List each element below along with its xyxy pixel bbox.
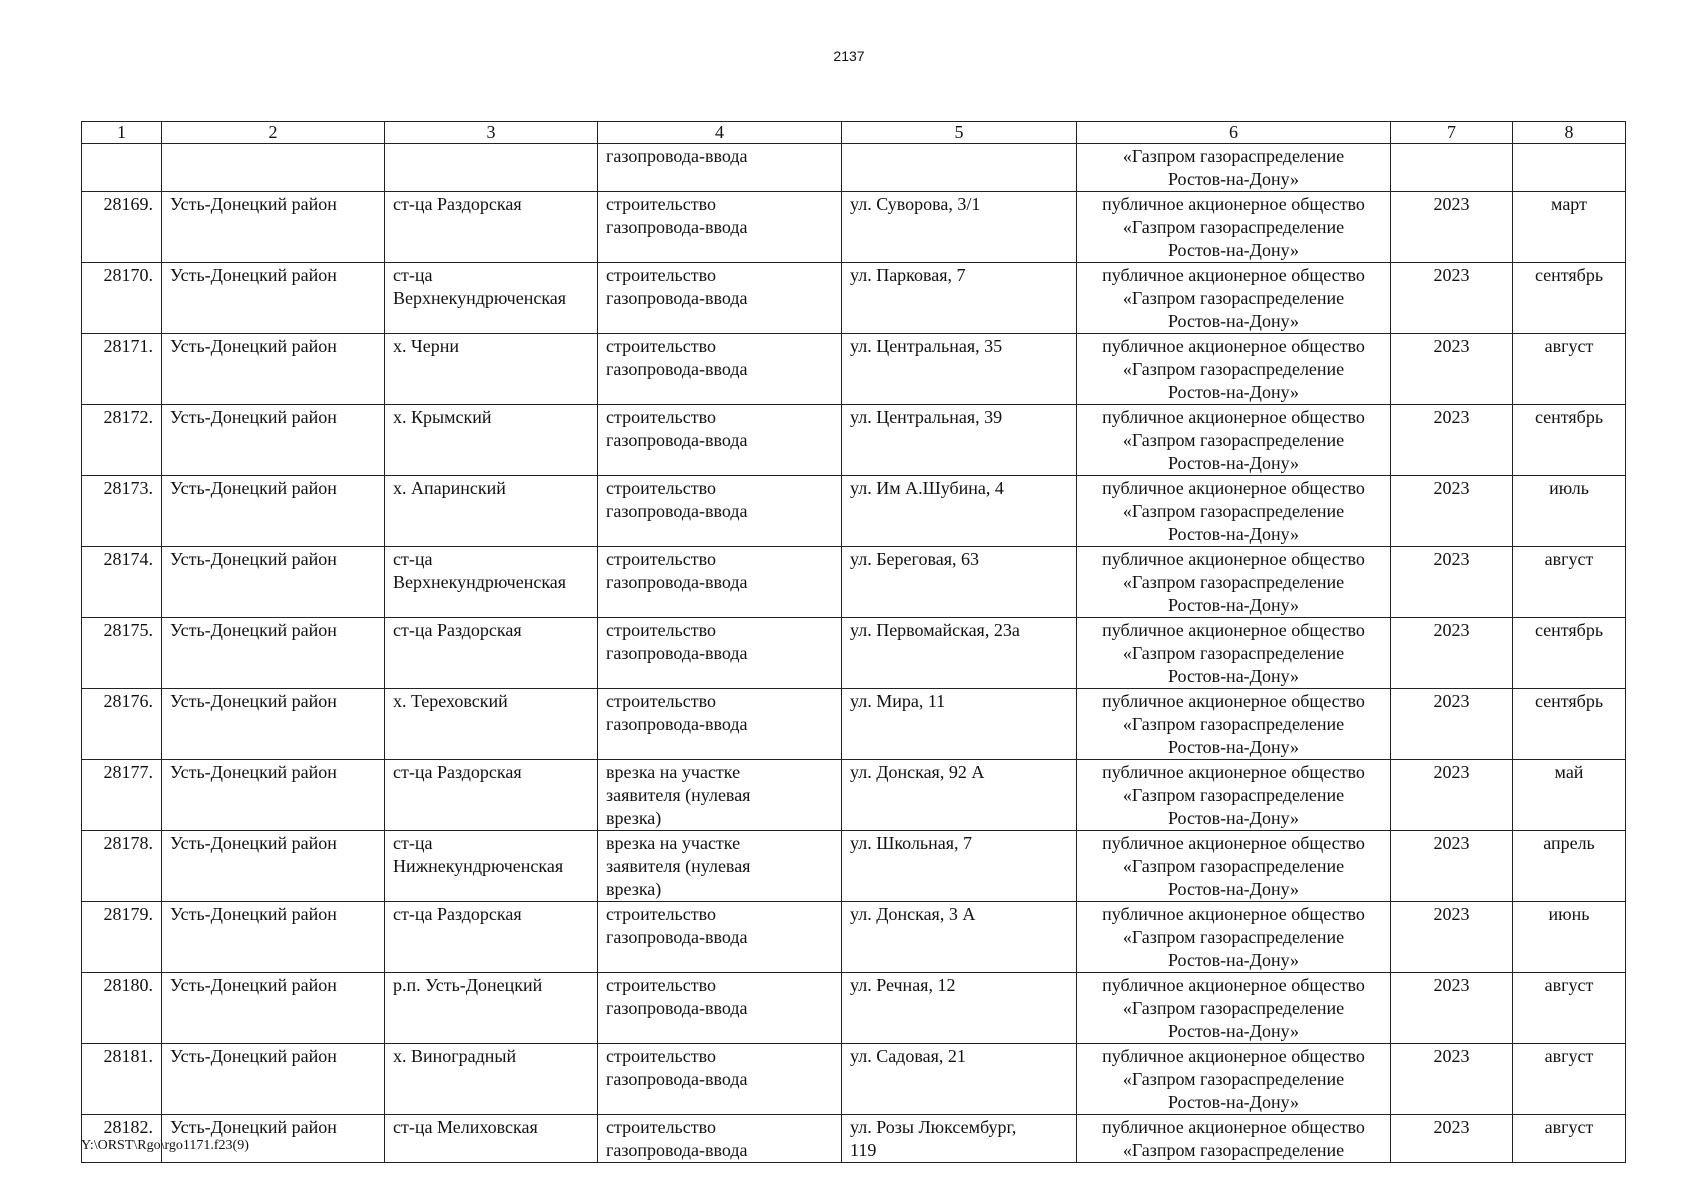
cell-organization [1077, 547, 1391, 618]
table-row [82, 689, 1626, 760]
org-line: публичное акционерное общество [1102, 975, 1365, 995]
cell-number: 28182. [82, 1115, 162, 1163]
locality-line: ст-ца [393, 833, 433, 853]
org-line: «Газпром газораспределение [1122, 217, 1345, 237]
address-line: ул. Донская, 92 А [850, 762, 985, 782]
cell-organization [1077, 476, 1391, 547]
table-row [82, 831, 1626, 902]
cell-organization [1077, 689, 1391, 760]
table-row [82, 973, 1626, 1044]
address-line: 119 [850, 1140, 877, 1160]
table-row [82, 263, 1626, 334]
table-row [82, 334, 1626, 405]
cell-locality [385, 1044, 598, 1115]
cell-month: сентябрь [1513, 618, 1626, 689]
org-line: публичное акционерное общество [1102, 620, 1365, 640]
org-line: публичное акционерное общество [1102, 762, 1365, 782]
org-line: «Газпром газораспределение [1122, 430, 1345, 450]
work-line: строительство [606, 265, 716, 285]
continuation-row [82, 144, 1626, 192]
cell-work [598, 973, 842, 1044]
cell-year: 2023 [1391, 760, 1513, 831]
cell-locality [385, 902, 598, 973]
cell-locality [385, 831, 598, 902]
work-line: врезка на участке [606, 762, 741, 782]
work-line: заявителя (нулевая [606, 856, 751, 876]
table-row [82, 547, 1626, 618]
cell-district: Усть-Донецкий район [162, 1044, 385, 1115]
cell-year: 2023 [1391, 1044, 1513, 1115]
cell-year: 2023 [1391, 476, 1513, 547]
org-line: «Газпром газораспределение [1122, 146, 1345, 166]
address-line: ул. Центральная, 39 [850, 407, 1003, 427]
column-header: 8 [1513, 122, 1626, 144]
address-line: ул. Первомайская, 23а [850, 620, 1020, 640]
cell-district [162, 144, 385, 192]
cell-address [842, 192, 1077, 263]
org-line: Ростов-на-Дону» [1167, 737, 1300, 757]
org-line: Ростов-на-Дону» [1167, 808, 1300, 828]
cell-locality [385, 334, 598, 405]
org-line: публичное акционерное общество [1102, 1117, 1365, 1137]
cell-organization [1077, 405, 1391, 476]
org-line: публичное акционерное общество [1102, 336, 1365, 356]
org-line: «Газпром газораспределение [1122, 1069, 1345, 1089]
org-line: «Газпром газораспределение [1122, 714, 1345, 734]
cell-month: август [1513, 973, 1626, 1044]
cell-work [598, 192, 842, 263]
locality-line: ст-ца Раздорская [393, 194, 522, 214]
cell-work [598, 1115, 842, 1163]
cell-locality [385, 192, 598, 263]
cell-month: август [1513, 334, 1626, 405]
cell-district: Усть-Донецкий район [162, 405, 385, 476]
cell-year: 2023 [1391, 547, 1513, 618]
cell-work [598, 334, 842, 405]
org-line: Ростов-на-Дону» [1167, 382, 1300, 402]
locality-line: ст-ца [393, 549, 433, 569]
cell-year: 2023 [1391, 902, 1513, 973]
file-path-footer: Y:\ORST\Rgo\rgo1171.f23(9) [81, 1138, 249, 1153]
org-line: публичное акционерное общество [1102, 833, 1365, 853]
cell-month: август [1513, 547, 1626, 618]
column-header: 1 [82, 122, 162, 144]
cell-month: сентябрь [1513, 263, 1626, 334]
cell-number: 28179. [82, 902, 162, 973]
cell-organization [1077, 1115, 1391, 1163]
cell-locality [385, 547, 598, 618]
cell-district: Усть-Донецкий район [162, 1115, 385, 1163]
org-line: Ростов-на-Дону» [1167, 879, 1300, 899]
table-row [82, 405, 1626, 476]
cell-organization [1077, 263, 1391, 334]
work-line: газопровода-ввода [606, 359, 748, 379]
cell-month: июль [1513, 476, 1626, 547]
work-line: газопровода-ввода [606, 501, 748, 521]
org-line: публичное акционерное общество [1102, 407, 1365, 427]
work-line: газопровода-ввода [606, 998, 748, 1018]
work-line: газопровода-ввода [606, 288, 748, 308]
work-line: врезка на участке [606, 833, 741, 853]
cell-address [842, 973, 1077, 1044]
locality-line: Верхнекундрюченская [393, 572, 567, 592]
address-line: ул. Суворова, 3/1 [850, 194, 981, 214]
address-line: ул. Центральная, 35 [850, 336, 1003, 356]
org-line: «Газпром газораспределение [1122, 998, 1345, 1018]
cell-number [82, 144, 162, 192]
cell-number: 28177. [82, 760, 162, 831]
cell-locality [385, 973, 598, 1044]
cell-year: 2023 [1391, 192, 1513, 263]
org-line: публичное акционерное общество [1102, 549, 1365, 569]
locality-line: ст-ца Мелиховская [393, 1117, 538, 1137]
cell-month: апрель [1513, 831, 1626, 902]
column-header: 3 [385, 122, 598, 144]
cell-district: Усть-Донецкий район [162, 760, 385, 831]
address-line: ул. Им А.Шубина, 4 [850, 478, 1004, 498]
org-line: «Газпром газораспределение [1122, 359, 1345, 379]
table-row [82, 618, 1626, 689]
cell-number: 28174. [82, 547, 162, 618]
locality-line: ст-ца Раздорская [393, 620, 522, 640]
address-line: ул. Мира, 11 [850, 691, 946, 711]
cell-work [598, 263, 842, 334]
cell-number: 28170. [82, 263, 162, 334]
cell-locality [385, 405, 598, 476]
org-line: Ростов-на-Дону» [1167, 240, 1300, 260]
work-line: газопровода-ввода [606, 1140, 748, 1160]
table-row [82, 192, 1626, 263]
org-line: Ростов-на-Дону» [1167, 524, 1300, 544]
cell-locality [385, 144, 598, 192]
table-row [82, 1115, 1626, 1163]
address-line: ул. Речная, 12 [850, 975, 956, 995]
org-line: публичное акционерное общество [1102, 194, 1365, 214]
cell-month: август [1513, 1044, 1626, 1115]
column-header: 6 [1077, 122, 1391, 144]
cell-number: 28176. [82, 689, 162, 760]
column-header: 2 [162, 122, 385, 144]
cell-year: 2023 [1391, 618, 1513, 689]
address-line: ул. Садовая, 21 [850, 1046, 966, 1066]
cell-address [842, 476, 1077, 547]
locality-line: Верхнекундрюченская [393, 288, 567, 308]
cell-year: 2023 [1391, 831, 1513, 902]
table-row [82, 1044, 1626, 1115]
cell-district: Усть-Донецкий район [162, 618, 385, 689]
work-line: газопровода-ввода [606, 1069, 748, 1089]
cell-address [842, 263, 1077, 334]
locality-line: ст-ца [393, 265, 433, 285]
org-line: публичное акционерное общество [1102, 904, 1365, 924]
work-line: строительство [606, 407, 716, 427]
work-line: строительство [606, 549, 716, 569]
cell-work [598, 618, 842, 689]
address-line: ул. Розы Люксембург, [850, 1117, 1017, 1137]
cell-address [842, 1044, 1077, 1115]
locality-line: р.п. Усть-Донецкий [393, 975, 543, 995]
cell-work [598, 476, 842, 547]
column-header: 7 [1391, 122, 1513, 144]
org-line: «Газпром газораспределение [1122, 927, 1345, 947]
cell-number: 28180. [82, 973, 162, 1044]
cell-locality [385, 760, 598, 831]
locality-line: х. Виноградный [393, 1046, 517, 1066]
cell-work [598, 902, 842, 973]
cell-organization [1077, 902, 1391, 973]
org-line: Ростов-на-Дону» [1167, 666, 1300, 686]
work-line: строительство [606, 336, 716, 356]
cell-organization [1077, 1044, 1391, 1115]
column-header: 4 [598, 122, 842, 144]
work-line: строительство [606, 904, 716, 924]
cell-locality [385, 1115, 598, 1163]
page-number: 2137 [833, 48, 865, 64]
org-line: «Газпром газораспределение [1122, 1140, 1345, 1160]
cell-address [842, 760, 1077, 831]
org-line: «Газпром газораспределение [1122, 288, 1345, 308]
cell-address [842, 902, 1077, 973]
work-line: газопровода-ввода [606, 217, 748, 237]
cell-organization [1077, 760, 1391, 831]
cell-district: Усть-Донецкий район [162, 689, 385, 760]
org-line: публичное акционерное общество [1102, 265, 1365, 285]
cell-work [598, 405, 842, 476]
locality-line: х. Тереховский [393, 691, 508, 711]
cell-district: Усть-Донецкий район [162, 547, 385, 618]
work-line: строительство [606, 691, 716, 711]
org-line: «Газпром газораспределение [1122, 856, 1345, 876]
cell-organization [1077, 618, 1391, 689]
work-line: строительство [606, 620, 716, 640]
cell-year: 2023 [1391, 334, 1513, 405]
locality-line: х. Апаринский [393, 478, 506, 498]
cell-year: 2023 [1391, 973, 1513, 1044]
cell-number: 28173. [82, 476, 162, 547]
cell-district: Усть-Донецкий район [162, 973, 385, 1044]
table-row [82, 476, 1626, 547]
cell-work [598, 547, 842, 618]
cell-month: март [1513, 192, 1626, 263]
cell-month: май [1513, 760, 1626, 831]
gas-pipeline-registry-table [81, 121, 1626, 1163]
cell-year: 2023 [1391, 405, 1513, 476]
cell-district: Усть-Донецкий район [162, 831, 385, 902]
table-row [82, 760, 1626, 831]
locality-line: ст-ца Раздорская [393, 762, 522, 782]
org-line: публичное акционерное общество [1102, 691, 1365, 711]
cell-number: 28181. [82, 1044, 162, 1115]
cell-month: июнь [1513, 902, 1626, 973]
org-line: «Газпром газораспределение [1122, 501, 1345, 521]
cell-number: 28172. [82, 405, 162, 476]
address-line: ул. Донская, 3 А [850, 904, 976, 924]
work-line: газопровода-ввода [606, 927, 748, 947]
work-line: газопровода-ввода [606, 430, 748, 450]
locality-line: х. Черни [393, 336, 459, 356]
cell-locality [385, 263, 598, 334]
cell-month: сентябрь [1513, 689, 1626, 760]
org-line: публичное акционерное общество [1102, 1046, 1365, 1066]
cell-district: Усть-Донецкий район [162, 476, 385, 547]
cell-organization [1077, 831, 1391, 902]
cell-address [842, 689, 1077, 760]
cell-address [842, 1115, 1077, 1163]
cell-address [842, 334, 1077, 405]
work-line: строительство [606, 1046, 716, 1066]
work-line: газопровода-ввода [606, 572, 748, 592]
address-line: ул. Парковая, 7 [850, 265, 966, 285]
org-line: «Газпром газораспределение [1122, 785, 1345, 805]
header-row [82, 122, 1626, 144]
cell-district: Усть-Донецкий район [162, 263, 385, 334]
locality-line: Нижнекундрюченская [393, 856, 564, 876]
cell-number: 28171. [82, 334, 162, 405]
cell-organization [1077, 144, 1391, 192]
org-line: Ростов-на-Дону» [1167, 453, 1300, 473]
address-line: ул. Береговая, 63 [850, 549, 979, 569]
cell-organization [1077, 973, 1391, 1044]
org-line: Ростов-на-Дону» [1167, 1092, 1300, 1112]
cell-work [598, 1044, 842, 1115]
org-line: Ростов-на-Дону» [1167, 1021, 1300, 1041]
address-line: ул. Школьная, 7 [850, 833, 973, 853]
cell-year: 2023 [1391, 263, 1513, 334]
cell-address [842, 547, 1077, 618]
cell-month: сентябрь [1513, 405, 1626, 476]
work-line: газопровода-ввода [606, 146, 748, 166]
cell-work [598, 144, 842, 192]
cell-organization [1077, 334, 1391, 405]
cell-district: Усть-Донецкий район [162, 334, 385, 405]
locality-line: ст-ца Раздорская [393, 904, 522, 924]
cell-number: 28169. [82, 192, 162, 263]
work-line: врезка) [606, 879, 662, 899]
cell-work [598, 689, 842, 760]
cell-month: август [1513, 1115, 1626, 1163]
work-line: газопровода-ввода [606, 714, 748, 734]
cell-year: 2023 [1391, 1115, 1513, 1163]
work-line: врезка) [606, 808, 662, 828]
work-line: строительство [606, 194, 716, 214]
org-line: Ростов-на-Дону» [1167, 950, 1300, 970]
cell-year: 2023 [1391, 689, 1513, 760]
cell-address [842, 405, 1077, 476]
org-line: Ростов-на-Дону» [1167, 311, 1300, 331]
cell-work [598, 831, 842, 902]
work-line: строительство [606, 1117, 716, 1137]
cell-work [598, 760, 842, 831]
cell-year [1391, 144, 1513, 192]
org-line: «Газпром газораспределение [1122, 643, 1345, 663]
work-line: строительство [606, 478, 716, 498]
cell-address [842, 144, 1077, 192]
cell-address [842, 831, 1077, 902]
work-line: строительство [606, 975, 716, 995]
column-header: 5 [842, 122, 1077, 144]
cell-locality [385, 476, 598, 547]
org-line: Ростов-на-Дону» [1167, 595, 1300, 615]
locality-line: х. Крымский [393, 407, 492, 427]
cell-locality [385, 618, 598, 689]
org-line: публичное акционерное общество [1102, 478, 1365, 498]
cell-district: Усть-Донецкий район [162, 192, 385, 263]
work-line: заявителя (нулевая [606, 785, 751, 805]
work-line: газопровода-ввода [606, 643, 748, 663]
table-row [82, 902, 1626, 973]
cell-number: 28178. [82, 831, 162, 902]
cell-locality [385, 689, 598, 760]
cell-organization [1077, 192, 1391, 263]
cell-address [842, 618, 1077, 689]
cell-district: Усть-Донецкий район [162, 902, 385, 973]
org-line: «Газпром газораспределение [1122, 572, 1345, 592]
cell-number: 28175. [82, 618, 162, 689]
org-line: Ростов-на-Дону» [1167, 169, 1300, 189]
cell-month [1513, 144, 1626, 192]
